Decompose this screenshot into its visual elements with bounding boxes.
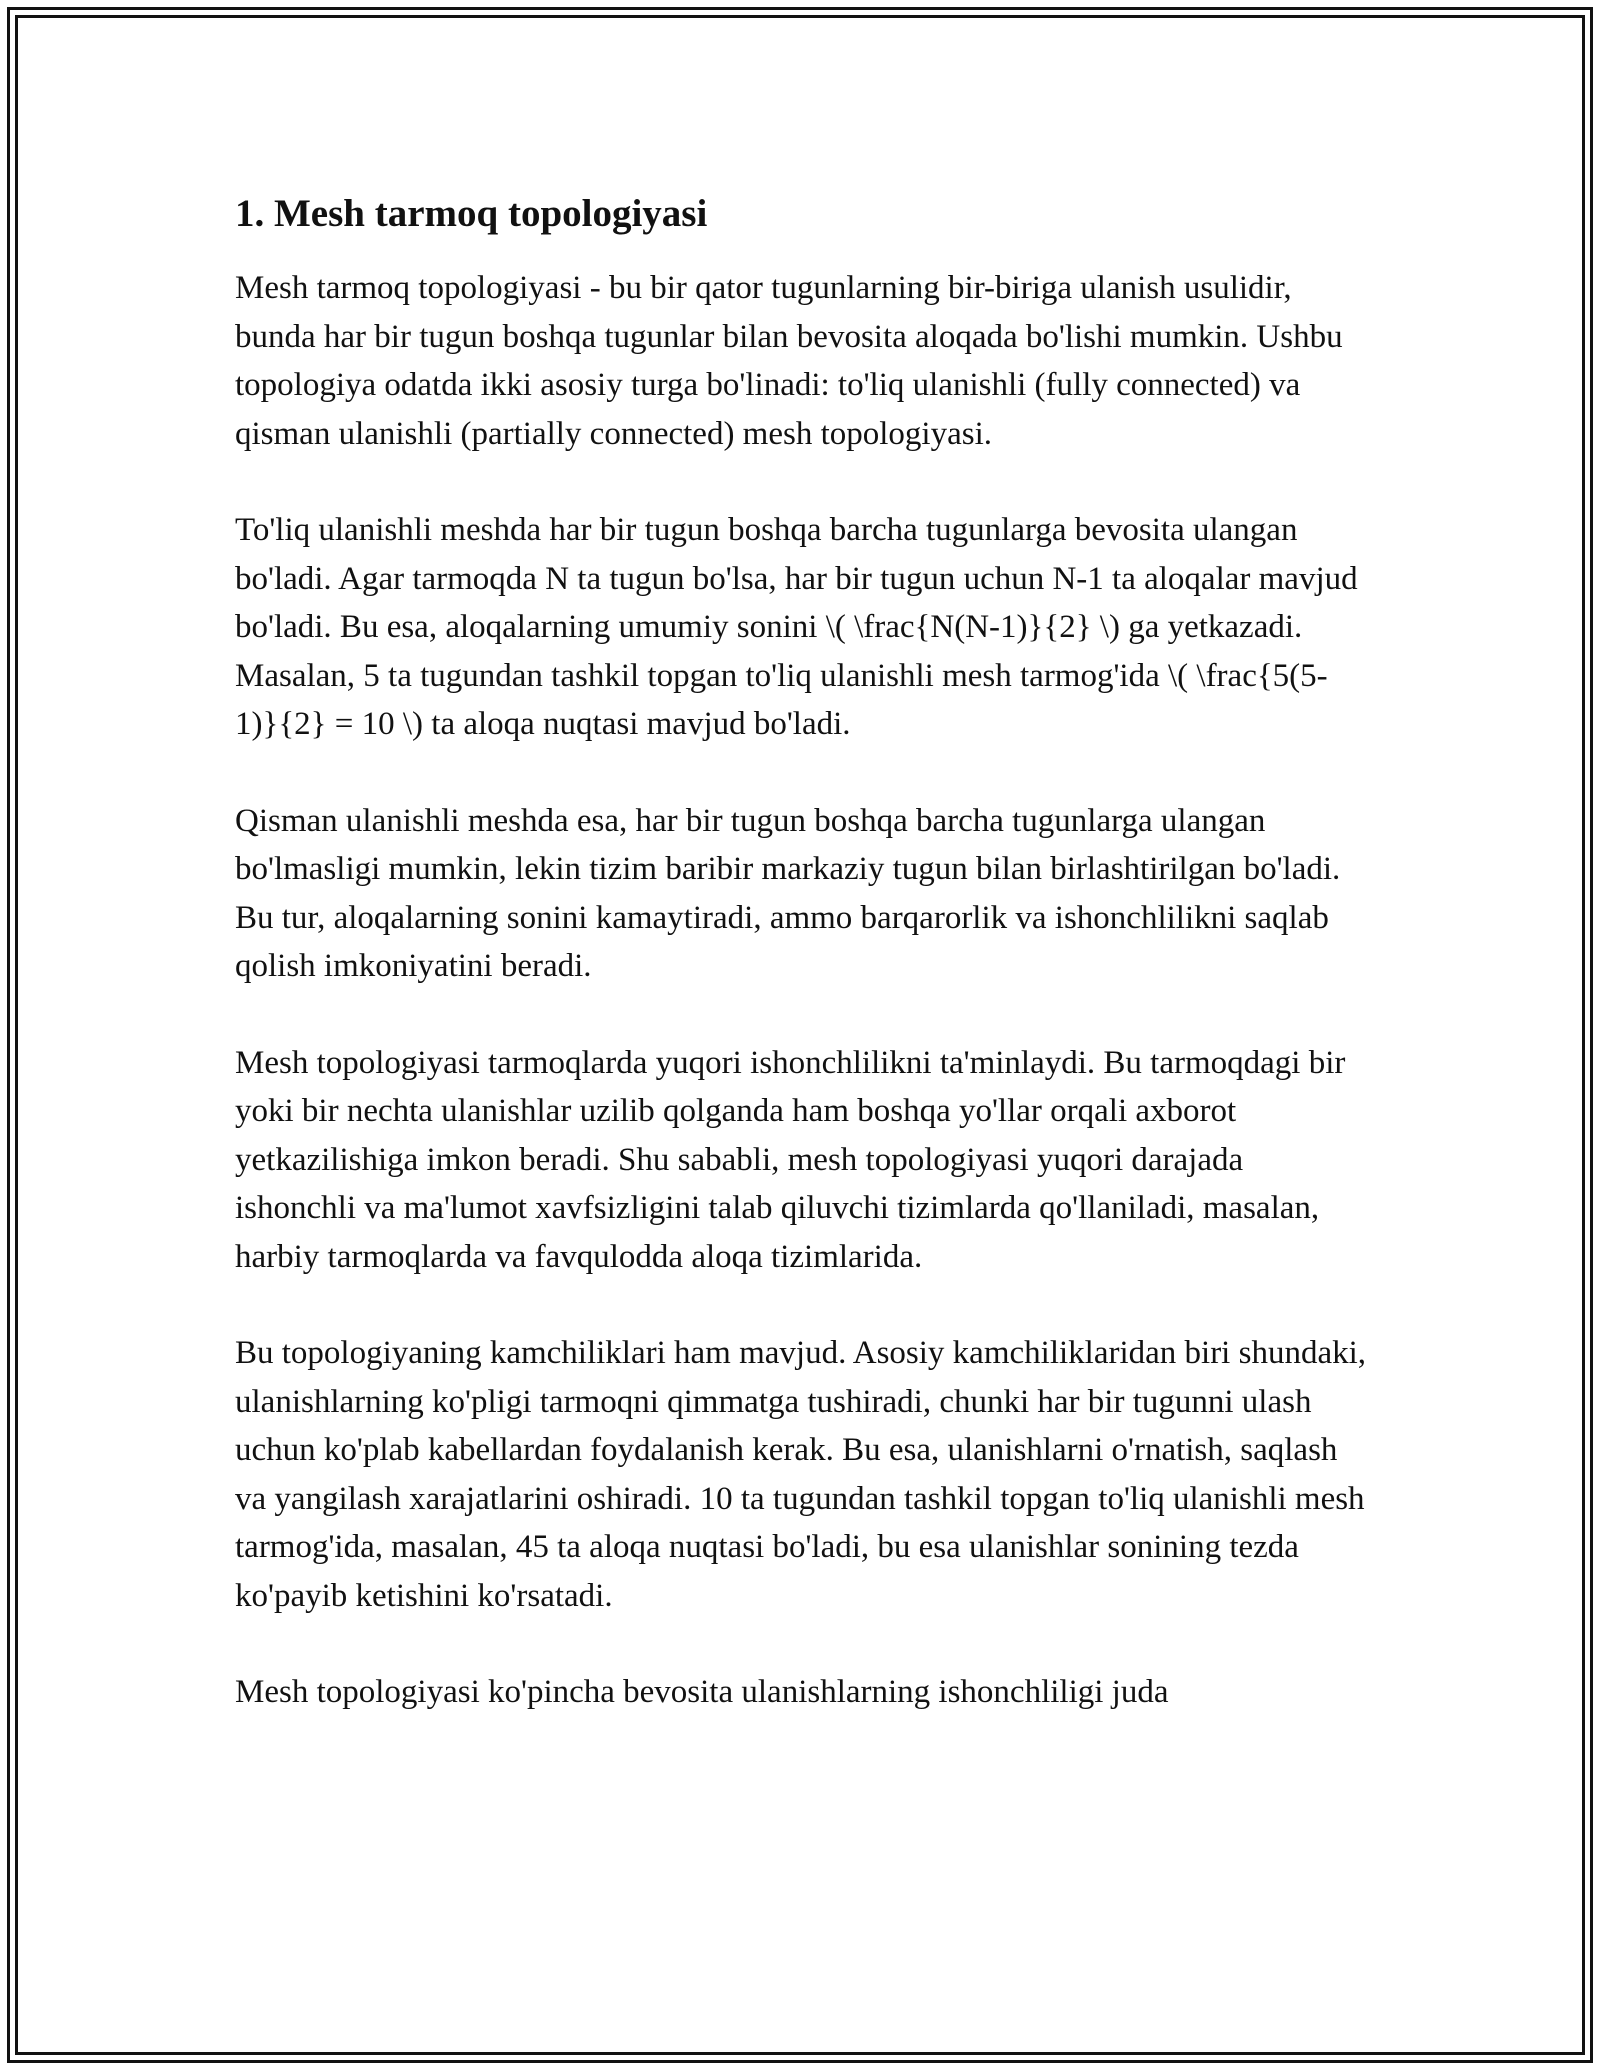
document-body: [235, 188, 1370, 1765]
paragraph-partially-connected: Qisman ulanishli meshda esa, har bir tugun boshqa barcha tugunlarga ulangan bo'lmasligi mumkin, lekin tizim baribir markaziy tugun bilan birlashtirilgan bo'ladi. Bu tur, aloqalarning sonini kamaytiradi, ammo barqarorlik va ishonchlilikni saqlab qolish imkoniyatini beradi.: [235, 802, 1341, 984]
paragraph-drawbacks: Bu topologiyaning kamchiliklari ham mavjud. Asosiy kamchiliklaridan biri shundaki, ulanishlarning ko'pligi tarmoqni qimmatga tushiradi, chunki har bir tugunni ulash uchun ko'plab kabellardan foydalanish kerak. Bu esa, ulanishlarni o'rnatish, saqlash va yangilash xarajatlarini oshiradi. 10 ta tugundan tashkil topgan to'liq ulanishli mesh tarmog'ida, masalan, 45 ta aloqa nuqtasi bo'ladi, bu esa ulanishlar sonining tezda ko'payib ketishini ko'rsatadi.: [235, 1335, 1367, 1614]
section-title: 1. Mesh tarmoq topologiyasi: [235, 192, 708, 235]
paragraph-usage: Mesh topologiyasi ko'pincha bevosita ulanishlarning ishonchliligi juda: [235, 1674, 1169, 1710]
paragraph-intro: Mesh tarmoq topologiyasi - bu bir qator tugunlarning bir-biriga ulanish usulidir, bunda har bir tugun boshqa tugunlar bilan bevosita aloqada bo'lishi mumkin. Ushbu topologiya odatda ikki asosiy turga bo'linadi: to'liq ulanishli (fully connected) va qisman ulanishli (partially connected) mesh topologiyasi.: [235, 270, 1343, 452]
paragraph-reliability: Mesh topologiyasi tarmoqlarda yuqori ishonchlilikni ta'minlaydi. Bu tarmoqdagi bir yoki bir nechta ulanishlar uzilib qolganda ham boshqa yo'llar orqali axborot yetkazilishiga imkon beradi. Shu sababli, mesh topologiyasi yuqori darajada ishonchli va ma'lumot xavfsizligini talab qiluvchi tizimlarda qo'llaniladi, masalan, harbiy tarmoqlarda va favqulodda aloqa tizimlarida.: [235, 1044, 1346, 1275]
paragraph-fully-connected: To'liq ulanishli meshda har bir tugun boshqa barcha tugunlarga bevosita ulangan bo'ladi. Agar tarmoqda N ta tugun bo'lsa, har bir tugun uchun N-1 ta aloqalar mavjud bo'ladi. Bu esa, aloqalarning umumiy sonini \( \frac{N(N-1)}{2} \) ga yetkazadi. Masalan, 5 ta tugundan tashkil topgan to'liq ulanishli mesh tarmog'ida \( \frac{5(5-1)}{2} = 10 \) ta aloqa nuqtasi mavjud bo'ladi.: [235, 512, 1358, 742]
